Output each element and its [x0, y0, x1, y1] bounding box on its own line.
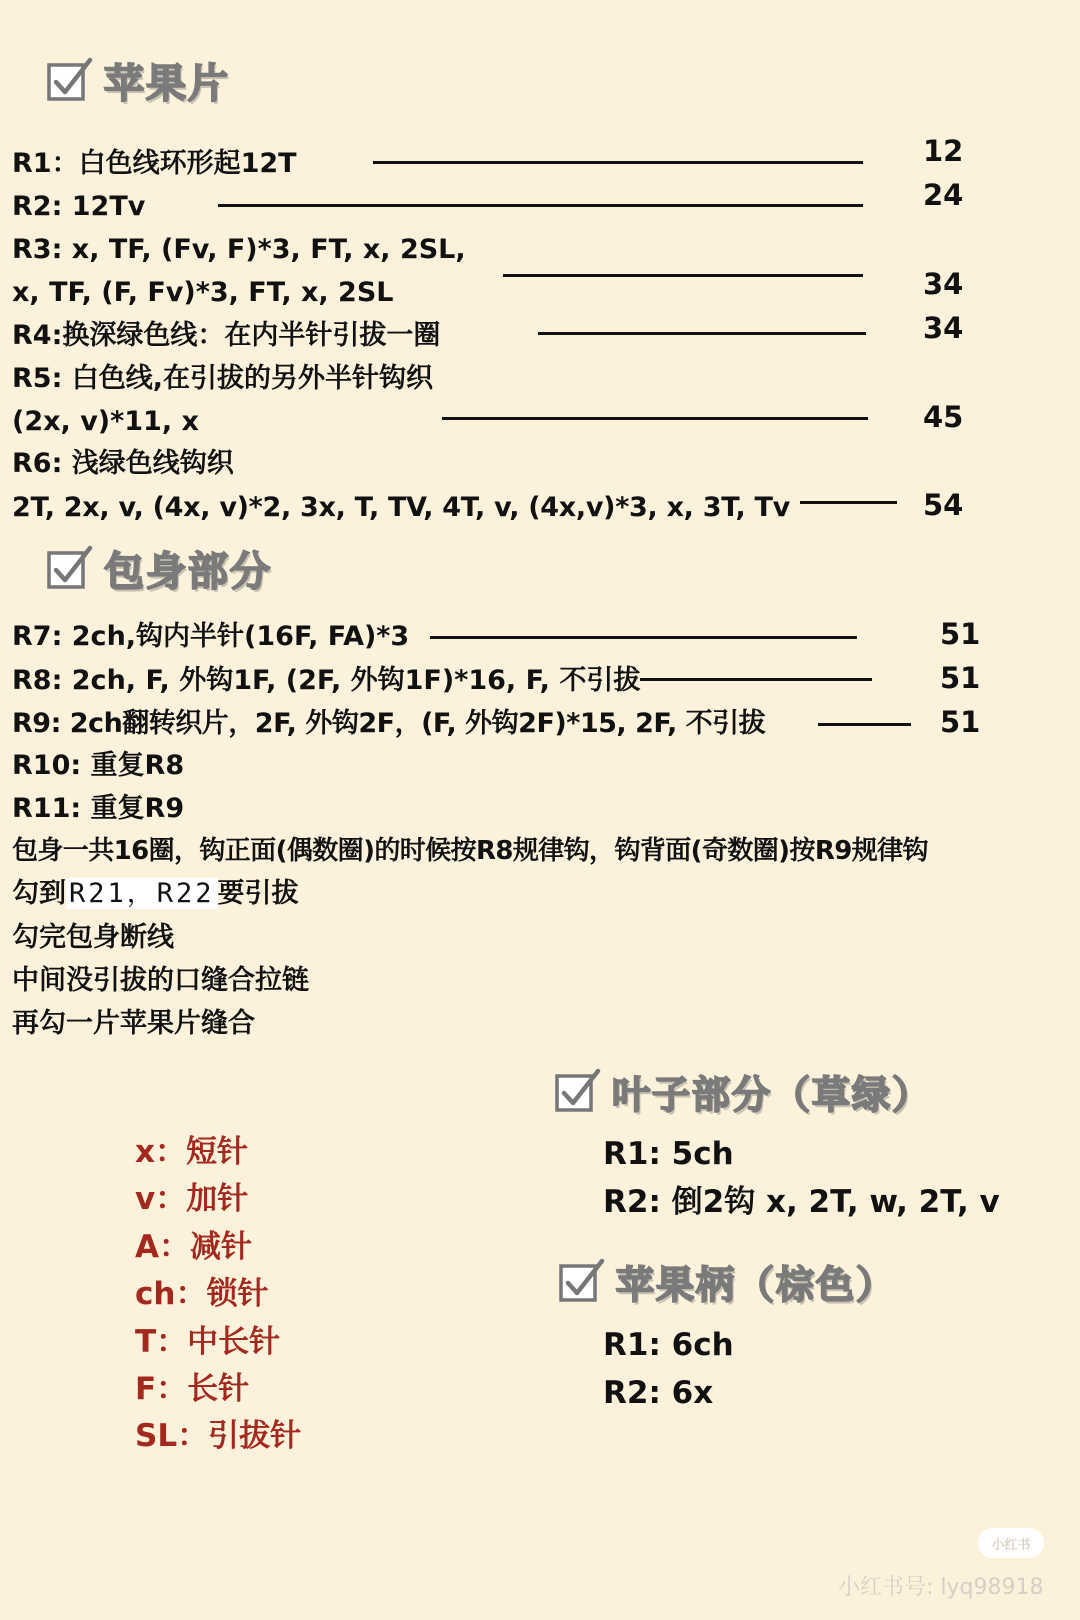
legend-item: ch：锁针 — [135, 1276, 269, 1312]
section-heading-leaf — [552, 1064, 932, 1119]
pattern-row-r5-cont: (2x, v)*11, x — [12, 406, 199, 437]
legend-item: A：减针 — [135, 1229, 252, 1265]
instruction-note: 再勾一片苹果片缝合 — [12, 1008, 255, 1039]
pattern-row-r7: R7: 2ch,钩内半针(16F, FA)*3 — [12, 621, 410, 652]
pattern-row-r6: R6: 浅绿色线钩织 — [12, 448, 234, 479]
highlighted-rows: R21，R22 — [66, 878, 218, 909]
stitch-count: 45 — [923, 400, 964, 434]
stitch-count: 34 — [923, 311, 964, 345]
pattern-row-r11: R11: 重复R9 — [12, 793, 185, 824]
divider-line — [640, 678, 872, 681]
pattern-row-stem-r2: R2: 6x — [603, 1375, 714, 1411]
pattern-row-leaf-r1: R1: 5ch — [603, 1136, 734, 1172]
stitch-count: 51 — [940, 661, 981, 695]
legend-item: x：短针 — [135, 1134, 248, 1170]
divider-line — [430, 636, 857, 639]
section-title: 叶子部分（草绿） — [612, 1072, 933, 1117]
section-title: 苹果片 — [104, 60, 230, 107]
legend-item: v：加针 — [135, 1181, 249, 1217]
divider-line — [800, 501, 897, 504]
divider-line — [818, 723, 911, 726]
checkbox-checked-icon — [44, 56, 94, 106]
pattern-row-stem-r1: R1: 6ch — [603, 1327, 734, 1363]
divider-line — [218, 204, 863, 207]
divider-line — [442, 417, 868, 420]
pattern-row-r3-cont: x, TF, (F, Fv)*3, FT, x, 2SL — [12, 277, 394, 308]
stitch-count: 24 — [923, 178, 964, 212]
legend-item: F：长针 — [135, 1371, 250, 1407]
pattern-row-r2: R2: 12Tv — [12, 191, 146, 222]
checkbox-checked-icon — [44, 544, 94, 594]
legend-item: SL：引拔针 — [135, 1418, 302, 1454]
stitch-count: 51 — [940, 705, 981, 739]
pattern-row-r8: R8: 2ch, F, 外钩1F, (2F, 外钩1F)*16, F, 不引拔 — [12, 665, 641, 696]
legend-item: T：中长针 — [135, 1324, 281, 1360]
section-title: 苹果柄（棕色） — [616, 1262, 897, 1307]
pattern-row-r6-cont: 2T, 2x, v, (4x, v)*2, 3x, T, TV, 4T, v, (4x,v)*3, x, 3T, Tv — [12, 492, 790, 523]
divider-line — [538, 332, 866, 335]
pattern-row-r10: R10: 重复R8 — [12, 750, 185, 781]
instruction-note: 中间没引拔的口缝合拉链 — [12, 965, 309, 996]
stitch-count: 51 — [940, 617, 981, 651]
pattern-row-leaf-r2: R2: 倒2钩 x, 2T, w, 2T, v — [603, 1184, 1000, 1220]
pattern-row-r5: R5: 白色线,在引拔的另外半针钩织 — [12, 363, 434, 394]
section-title: 包身部分 — [104, 548, 272, 595]
watermark-logo: 小红书 — [978, 1528, 1044, 1558]
instruction-note — [12, 880, 299, 907]
instruction-note: 勾完包身断线 — [12, 922, 174, 953]
note-text: 勾到 — [12, 878, 66, 909]
watermark-text: 小红书号: lyq98918 — [838, 1575, 1044, 1600]
note-text: 要引拔 — [217, 878, 299, 909]
section-heading-apple-slice — [44, 52, 230, 109]
divider-line — [373, 161, 863, 164]
pattern-row-r4: R4:换深绿色线：在内半针引拔一圈 — [12, 320, 441, 351]
stitch-count: 54 — [923, 488, 964, 522]
section-heading-bag-body — [44, 540, 272, 597]
instruction-note: 包身一共16圈，钩正面(偶数圈)的时候按R8规律钩，钩背面(奇数圈)按R9规律钩 — [12, 836, 928, 866]
divider-line — [503, 274, 863, 277]
section-heading-stem — [556, 1254, 896, 1309]
stitch-count: 12 — [923, 134, 964, 168]
pattern-row-r3: R3: x, TF, (Fv, F)*3, FT, x, 2SL, — [12, 234, 466, 265]
pattern-row-r1: R1：白色线环形起12T — [12, 148, 297, 179]
checkbox-checked-icon — [556, 1257, 606, 1307]
pattern-row-r9: R9: 2ch翻转织片，2F, 外钩2F，(F, 外钩2F)*15, 2F, 不引拔 — [12, 708, 766, 739]
checkbox-checked-icon — [552, 1067, 602, 1117]
stitch-count: 34 — [923, 267, 964, 301]
